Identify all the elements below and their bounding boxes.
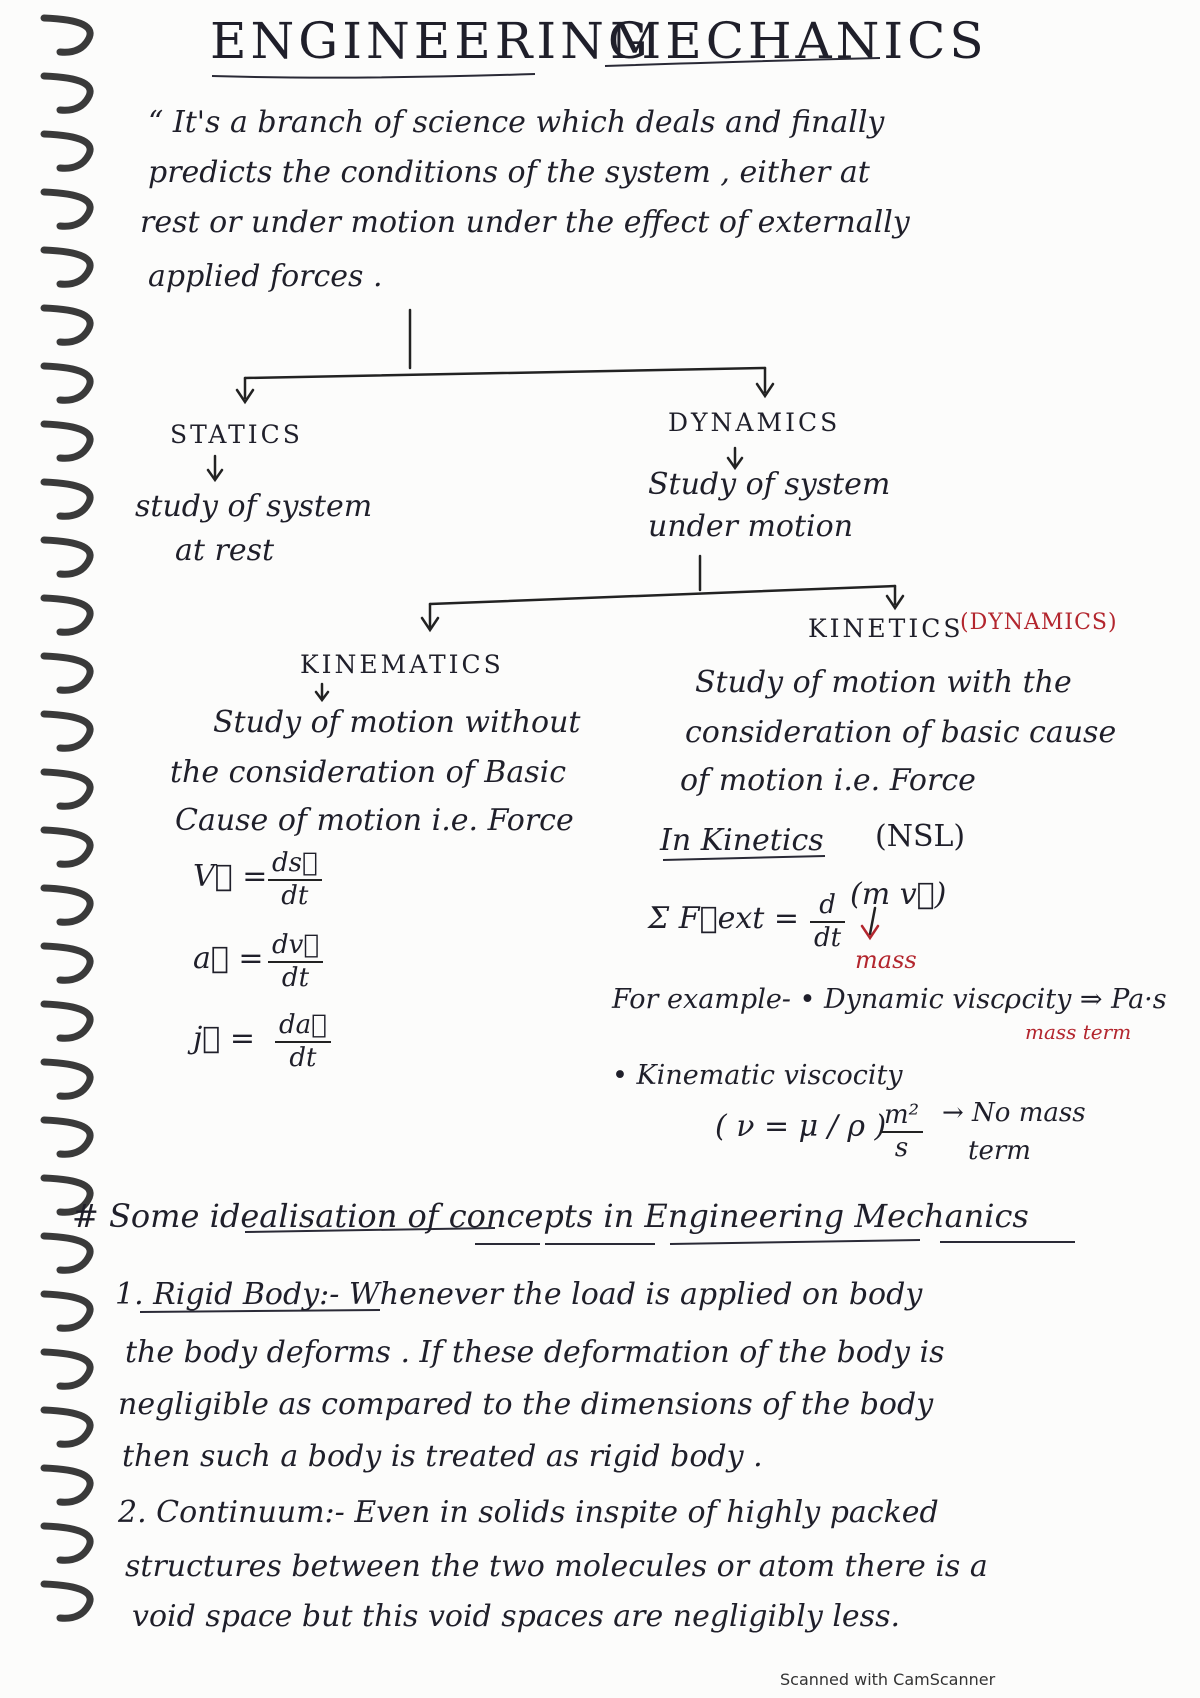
kinetics-heading: In Kinetics	[660, 823, 824, 858]
statics-desc-line-2: at rest	[175, 533, 275, 568]
nsl-label: (NSL)	[875, 819, 966, 854]
rigid-body-line-3: negligible as compared to the dimensions of the body	[118, 1387, 934, 1422]
nu-unit-fraction	[880, 1100, 923, 1164]
jerk-eq-den: dt	[289, 1043, 317, 1074]
title-mechanics: MECHANICS	[610, 12, 988, 70]
velocity-eq-den: dt	[281, 881, 309, 912]
kinetics-desc-line-1: Study of motion with the	[695, 665, 1072, 700]
dynamics-label: DYNAMICS	[668, 408, 841, 437]
no-mass-line-2: term	[968, 1136, 1031, 1166]
kinetics-desc-line-2: consideration of basic cause	[685, 715, 1117, 750]
nu-unit-den: s	[894, 1133, 909, 1164]
jerk-eq-lhs: j⃗ =	[193, 1021, 255, 1056]
nu-equation: ( ν = μ / ρ )	[715, 1109, 887, 1144]
statics-desc-line-1: study of system	[135, 489, 373, 524]
kinematics-desc-line-3: Cause of motion i.e. Force	[175, 803, 574, 838]
nsl-eq-num: d	[810, 890, 845, 923]
continuum-line-1: 2. Continuum:- Even in solids inspite of highly packed	[118, 1495, 939, 1530]
nu-unit-num: m²	[880, 1100, 923, 1133]
acceleration-eq-num: dv⃗	[268, 930, 323, 963]
nsl-eq-lhs: Σ F⃗ext =	[648, 901, 799, 936]
scanner-watermark: Scanned with CamScanner	[780, 1670, 996, 1689]
kinematics-desc-line-1: Study of motion without	[213, 705, 581, 740]
acceleration-eq-fraction	[268, 930, 323, 994]
kinematics-desc-line-2: the consideration of Basic	[170, 755, 567, 790]
mass-note: mass	[855, 946, 917, 974]
definition-line-4: applied forces .	[148, 259, 383, 294]
statics-label: STATICS	[170, 420, 303, 449]
velocity-eq-num: ds⃗	[268, 848, 322, 881]
title-engineering: ENGINEERING	[210, 12, 652, 70]
kinematics-label: KINEMATICS	[300, 650, 504, 679]
jerk-eq-fraction	[275, 1010, 331, 1074]
example-line: For example- • Dynamic viscocity ⇒ Pa·s	[612, 984, 1167, 1015]
continuum-line-2: structures between the two molecules or atom there is a	[125, 1549, 988, 1584]
kinematic-viscosity-line: • Kinematic viscocity	[612, 1060, 903, 1091]
acceleration-eq-den: dt	[281, 963, 310, 994]
kinetics-label-note: (DYNAMICS)	[960, 610, 1118, 635]
nsl-eq-den: dt	[814, 923, 842, 954]
rigid-body-line-4: then such a body is treated as rigid body .	[122, 1439, 763, 1474]
continuum-line-3: void space but this void spaces are negligibly less.	[132, 1599, 901, 1634]
velocity-eq-fraction	[268, 848, 322, 912]
rigid-body-line-2: the body deforms . If these deformation of the body is	[125, 1335, 945, 1370]
section-heading: # Some idealisation of concepts in Engineering Mechanics	[72, 1197, 1029, 1235]
mass-term-note: mass term	[1025, 1020, 1132, 1044]
no-mass-line-1: → No mass	[942, 1098, 1086, 1128]
rigid-body-line-1: 1. Rigid Body:- Whenever the load is applied on body	[115, 1277, 923, 1312]
definition-line-1: “ It's a branch of science which deals and finally	[148, 105, 885, 140]
definition-line-3: rest or under motion under the effect of externally	[140, 205, 910, 240]
dynamics-desc-line-2: under motion	[648, 509, 854, 544]
nsl-eq-rhs: (m v⃗)	[850, 877, 947, 912]
kinetics-desc-line-3: of motion i.e. Force	[680, 763, 976, 798]
jerk-eq-num: da⃗	[275, 1010, 331, 1043]
velocity-eq-lhs: V⃗ =	[193, 859, 268, 894]
kinetics-label: KINETICS	[808, 614, 964, 643]
acceleration-eq-lhs: a⃗ =	[193, 941, 264, 976]
definition-line-2: predicts the conditions of the system , either at	[148, 155, 870, 190]
nsl-eq-fraction	[810, 890, 845, 954]
dynamics-desc-line-1: Study of system	[648, 467, 891, 502]
